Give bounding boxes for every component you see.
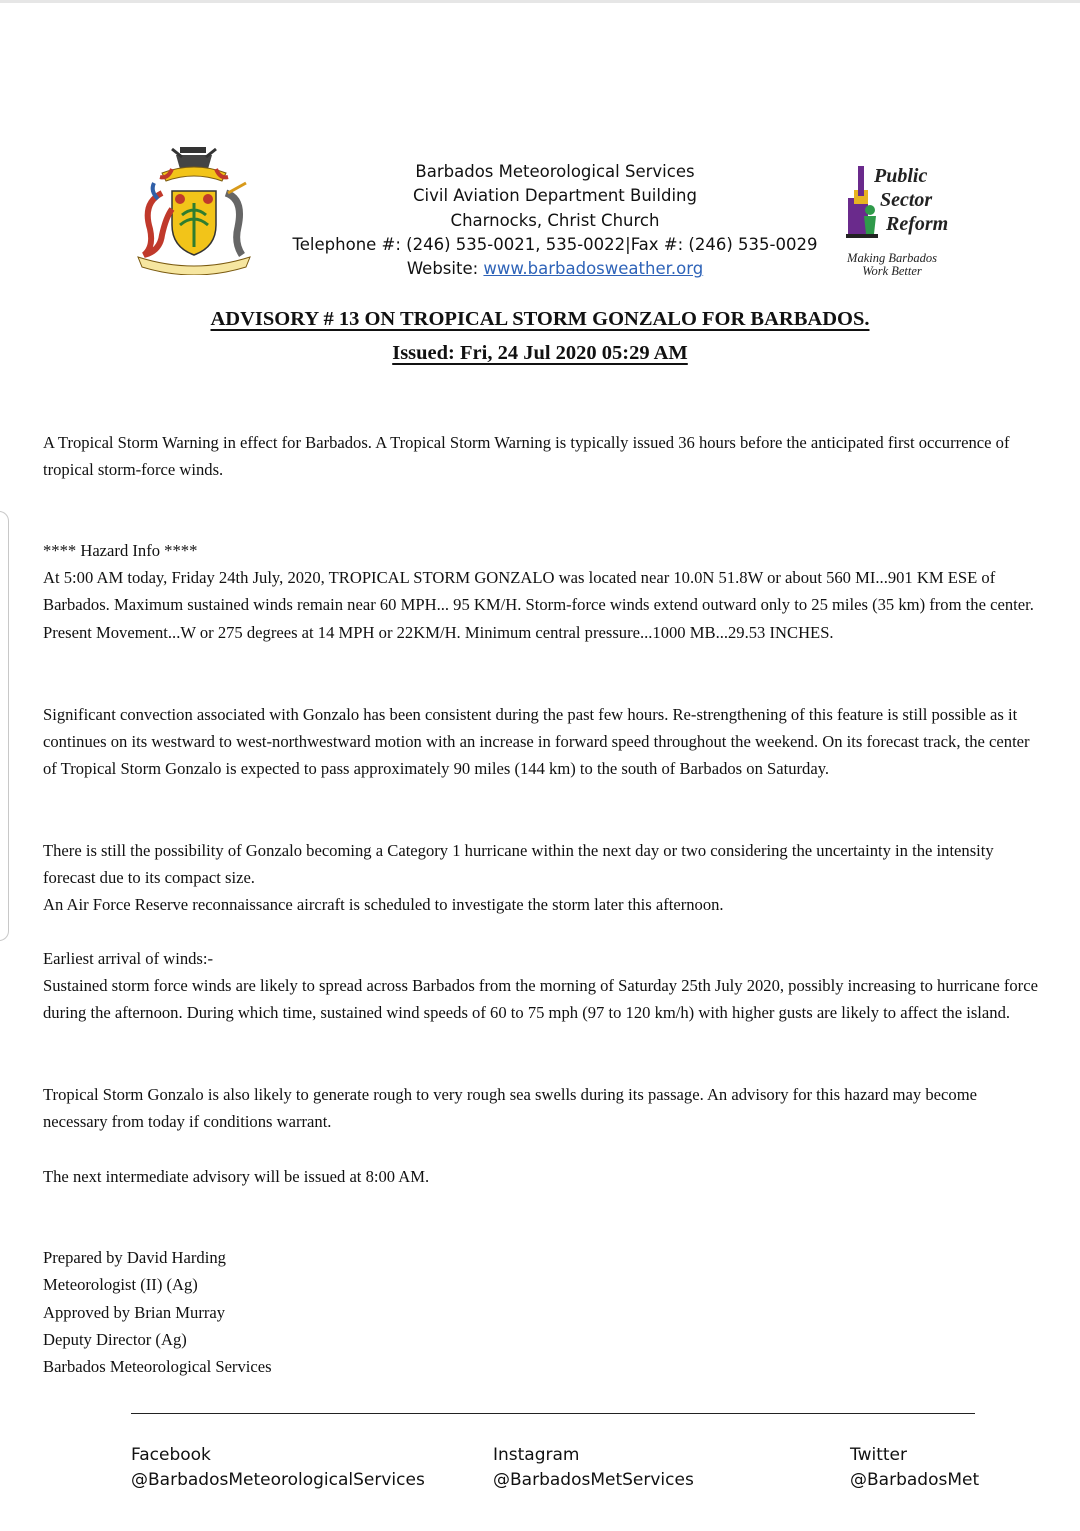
possibility-text: There is still the possibility of Gonzalo becoming a Category 1 hurricane within the next day or two considering the uncertainty in the intensity forecast due to its compact size. [43, 841, 994, 888]
building-name: Civil Aviation Department Building [413, 186, 697, 206]
instagram-label: Instagram [493, 1445, 580, 1465]
twitter-handle[interactable]: @BarbadosMet [850, 1470, 980, 1490]
psr-tagline-1: Making Barbados [847, 251, 937, 265]
possibility-paragraph [43, 837, 1043, 919]
hazard-info-section [43, 537, 1043, 646]
next-advisory-paragraph [43, 1163, 1043, 1190]
psr-line2: Sector [880, 189, 933, 211]
warning-paragraph [43, 429, 1043, 483]
scrollbar-tab[interactable] [0, 511, 9, 941]
hazard-text: At 5:00 AM today, Friday 24th July, 2020, TROPICAL STORM GONZALO was located near 10.0N 51.8W or about 560 MI...901 KM ESE of Barbados. Maximum sustained winds remain near 60 MPH... 95 KM/H. Storm-force winds extend outward only to 25 miles (35 km) from the center. Present Movement...W or 275 degrees at 14 MPH or 22KM/H. Minimum central pressure...1000 MB...29.53 INCHES. [43, 568, 1034, 642]
convection-paragraph [43, 701, 1043, 783]
arrival-text: Sustained storm force winds are likely to spread across Barbados from the morning of Saturday 25th July 2020, possibly increasing to hurricane force during the afternoon. During which time, sustained wind speeds of 60 to 75 mph (97 to 120 km/h) with higher gusts are likely to affect the island. [43, 976, 1038, 1023]
org-name: Barbados Meteorological Services [415, 162, 695, 181]
phone-fax: Telephone #: (246) 535-0021, 535-0022|Fax #: (246) 535-0029 [292, 234, 818, 254]
letterhead [290, 160, 820, 281]
approved-role: Deputy Director (Ag) [43, 1329, 187, 1349]
prepared-by: Prepared by David Harding [43, 1248, 226, 1267]
recon-text: An Air Force Reserve reconnaissance aircraft is scheduled to investigate the storm later this afternoon. [43, 895, 724, 915]
next-advisory-text: The next intermediate advisory will be issued at 8:00 AM. [43, 1167, 430, 1186]
arrival-section [43, 945, 1043, 1027]
top-border [0, 0, 1080, 3]
coat-of-arms-logo [132, 143, 256, 275]
convection-text: Significant convection associated with Gonzalo has been consistent during the past few hours. Re-strengthening of this feature is still possible as it continues on its westward to west-northwestward motion with an increase in forward speed throughout the weekend. On its forecast track, the center of Tropical Storm Gonzalo is expected to pass approximately 90 miles (144 km) to the south of Barbados on Saturday. [43, 705, 1030, 779]
issued-line [0, 340, 1080, 366]
warning-text: A Tropical Storm Warning in effect for Barbados. A Tropical Storm Warning is typically issued 36 hours before the anticipated first occurrence of tropical storm-force winds. [43, 433, 1010, 480]
facebook-label: Facebook [131, 1445, 211, 1465]
facebook-block [131, 1443, 425, 1493]
website-link[interactable]: www.barbadosweather.org [483, 259, 704, 279]
twitter-block [850, 1443, 979, 1493]
psr-tagline-2: Work Better [862, 264, 922, 278]
signature-org: Barbados Meteorological Services [43, 1357, 272, 1377]
advisory-title [0, 306, 1080, 332]
arrival-heading: Earliest arrival of winds:- [43, 949, 214, 968]
instagram-handle[interactable]: @BarbadosMetServices [493, 1470, 694, 1490]
public-sector-reform-logo [840, 160, 960, 282]
website-line [290, 257, 820, 281]
psr-line1: Public [874, 165, 928, 187]
hazard-heading: **** Hazard Info **** [43, 541, 198, 560]
location: Charnocks, Christ Church [450, 210, 660, 230]
facebook-handle[interactable]: @BarbadosMeteorologicalServices [131, 1470, 425, 1490]
psr-figures-icon [840, 160, 960, 250]
issued-text: Issued: Fri, 24 Jul 2020 05:29 AM [392, 342, 688, 364]
prepared-role: Meteorologist (II) (Ag) [43, 1275, 198, 1295]
psr-tagline [840, 252, 944, 278]
signature-block [43, 1244, 272, 1380]
psr-line3: Reform [886, 213, 949, 235]
approved-by: Approved by Brian Murray [43, 1302, 226, 1322]
seas-paragraph [43, 1081, 1043, 1135]
seas-text: Tropical Storm Gonzalo is also likely to generate rough to very rough sea swells during its passage. An advisory for this hazard may become necessary from today if conditions warrant. [43, 1085, 977, 1132]
website-prefix: Website: [406, 259, 484, 279]
footer-divider [131, 1413, 975, 1414]
twitter-label: Twitter [850, 1445, 907, 1465]
advisory-title-text: ADVISORY # 13 ON TROPICAL STORM GONZALO FOR BARBADOS. [210, 308, 870, 330]
instagram-block [493, 1443, 694, 1493]
